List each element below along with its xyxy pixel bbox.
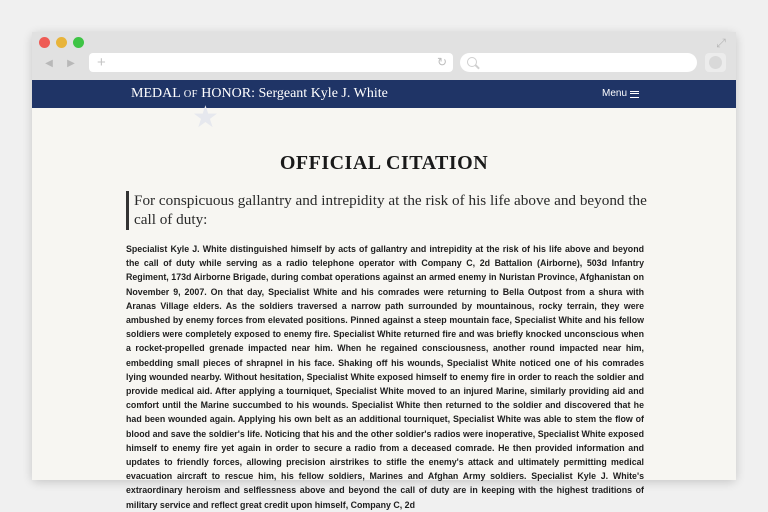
search-icon (467, 57, 477, 67)
search-input[interactable] (460, 53, 697, 72)
page-content (32, 101, 736, 510)
forward-arrow-icon[interactable]: ▶ (67, 57, 75, 69)
address-bar[interactable] (89, 53, 453, 72)
nav-arrows (38, 54, 82, 72)
site-title-of: OF (183, 89, 198, 100)
star-decoration-icon: ★ (192, 101, 219, 134)
plus-icon[interactable]: + (97, 54, 106, 71)
browser-window (32, 32, 736, 510)
site-title[interactable] (131, 80, 388, 108)
back-arrow-icon[interactable]: ◀ (45, 57, 53, 69)
expand-icon[interactable]: ⤢ (716, 36, 726, 50)
site-title-rest: : Sergeant Kyle J. White (251, 86, 388, 101)
reload-icon[interactable]: ↻ (436, 55, 447, 69)
site-title-honor: HONOR (201, 86, 252, 101)
citation-lead-quote: For conspicuous gallantry and intrepidity at the risk of his life above and beyond the call of duty: (126, 191, 660, 230)
menu-label: Menu (602, 88, 628, 99)
site-title-medal: MEDAL (131, 86, 181, 101)
menu-button[interactable] (602, 80, 639, 108)
site-header (32, 80, 736, 108)
page-title: OFFICIAL CITATION (279, 152, 489, 174)
citation-body: Specialist Kyle J. White distinguished himself by acts of gallantry and intrepidity at the risk of his life above and beyond the call of duty while serving as a radio telephone operator with Company C, 2d Battalion (Airborne), 503d Infantry Regiment, 173d Airborne Brigade, during combat operations against an armed enemy in Nuristan Province, Afghanistan on November 9, 2007. On that day, Specialist White and his comrades were returning to Bella Outpost from a shura with Aranas Village elders. As the soldiers traversed a narrow path surrounded by mountainous, rocky terrain, they were ambushed by enemy forces from elevated positions. Pinned against a steep mountain face, Specialist White and his fellow soldiers were completely exposed to enemy fire. Specialist White returned fire and was briefly knocked unconscious when a rocket-propelled grenade impacted near him. When he regained consciousness, another round impacted near him, embedding small pieces of shrapnel in his face. Shaking off his wounds, Specialist White noticed one of his comrades lying wounded nearby. Without hesitation, Specialist White exposed himself to enemy fire in order to reach the soldier and provide medical aid. After applying a tourniquet, Specialist White moved to an injured Marine, similarly providing aid and comfort until the Marine succumbed to his wounds. Specialist White then returned to the soldier and discovered that he had been wounded again. Applying his own belt as an additional tourniquet, Specialist White was able to stem the flow of blood and save the soldier's life. Noticing that his and the other soldier's radios were inoperative, Specialist White exposed himself to enemy fire yet again in order to secure a radio from a deceased comrade. He then provided information and updates to friendly forces, allowing precision airstrikes to stifle the enemy's attack and ultimately permitting medical evacuation aircraft to rescue him, his fellow soldiers, Marines and Afghan Army soldiers. Specialist Kyle J. White's extraordinary heroism and selflessness above and beyond the call of duty are in keeping with the highest traditions of military service and reflect great credit upon himself, Company C, 2d (126, 244, 644, 510)
browser-chrome (32, 32, 736, 80)
hamburger-icon (630, 91, 639, 98)
close-window-button[interactable] (39, 37, 50, 48)
maximize-window-button[interactable] (73, 37, 84, 48)
minimize-window-button[interactable] (56, 37, 67, 48)
extension-button[interactable] (705, 53, 726, 72)
